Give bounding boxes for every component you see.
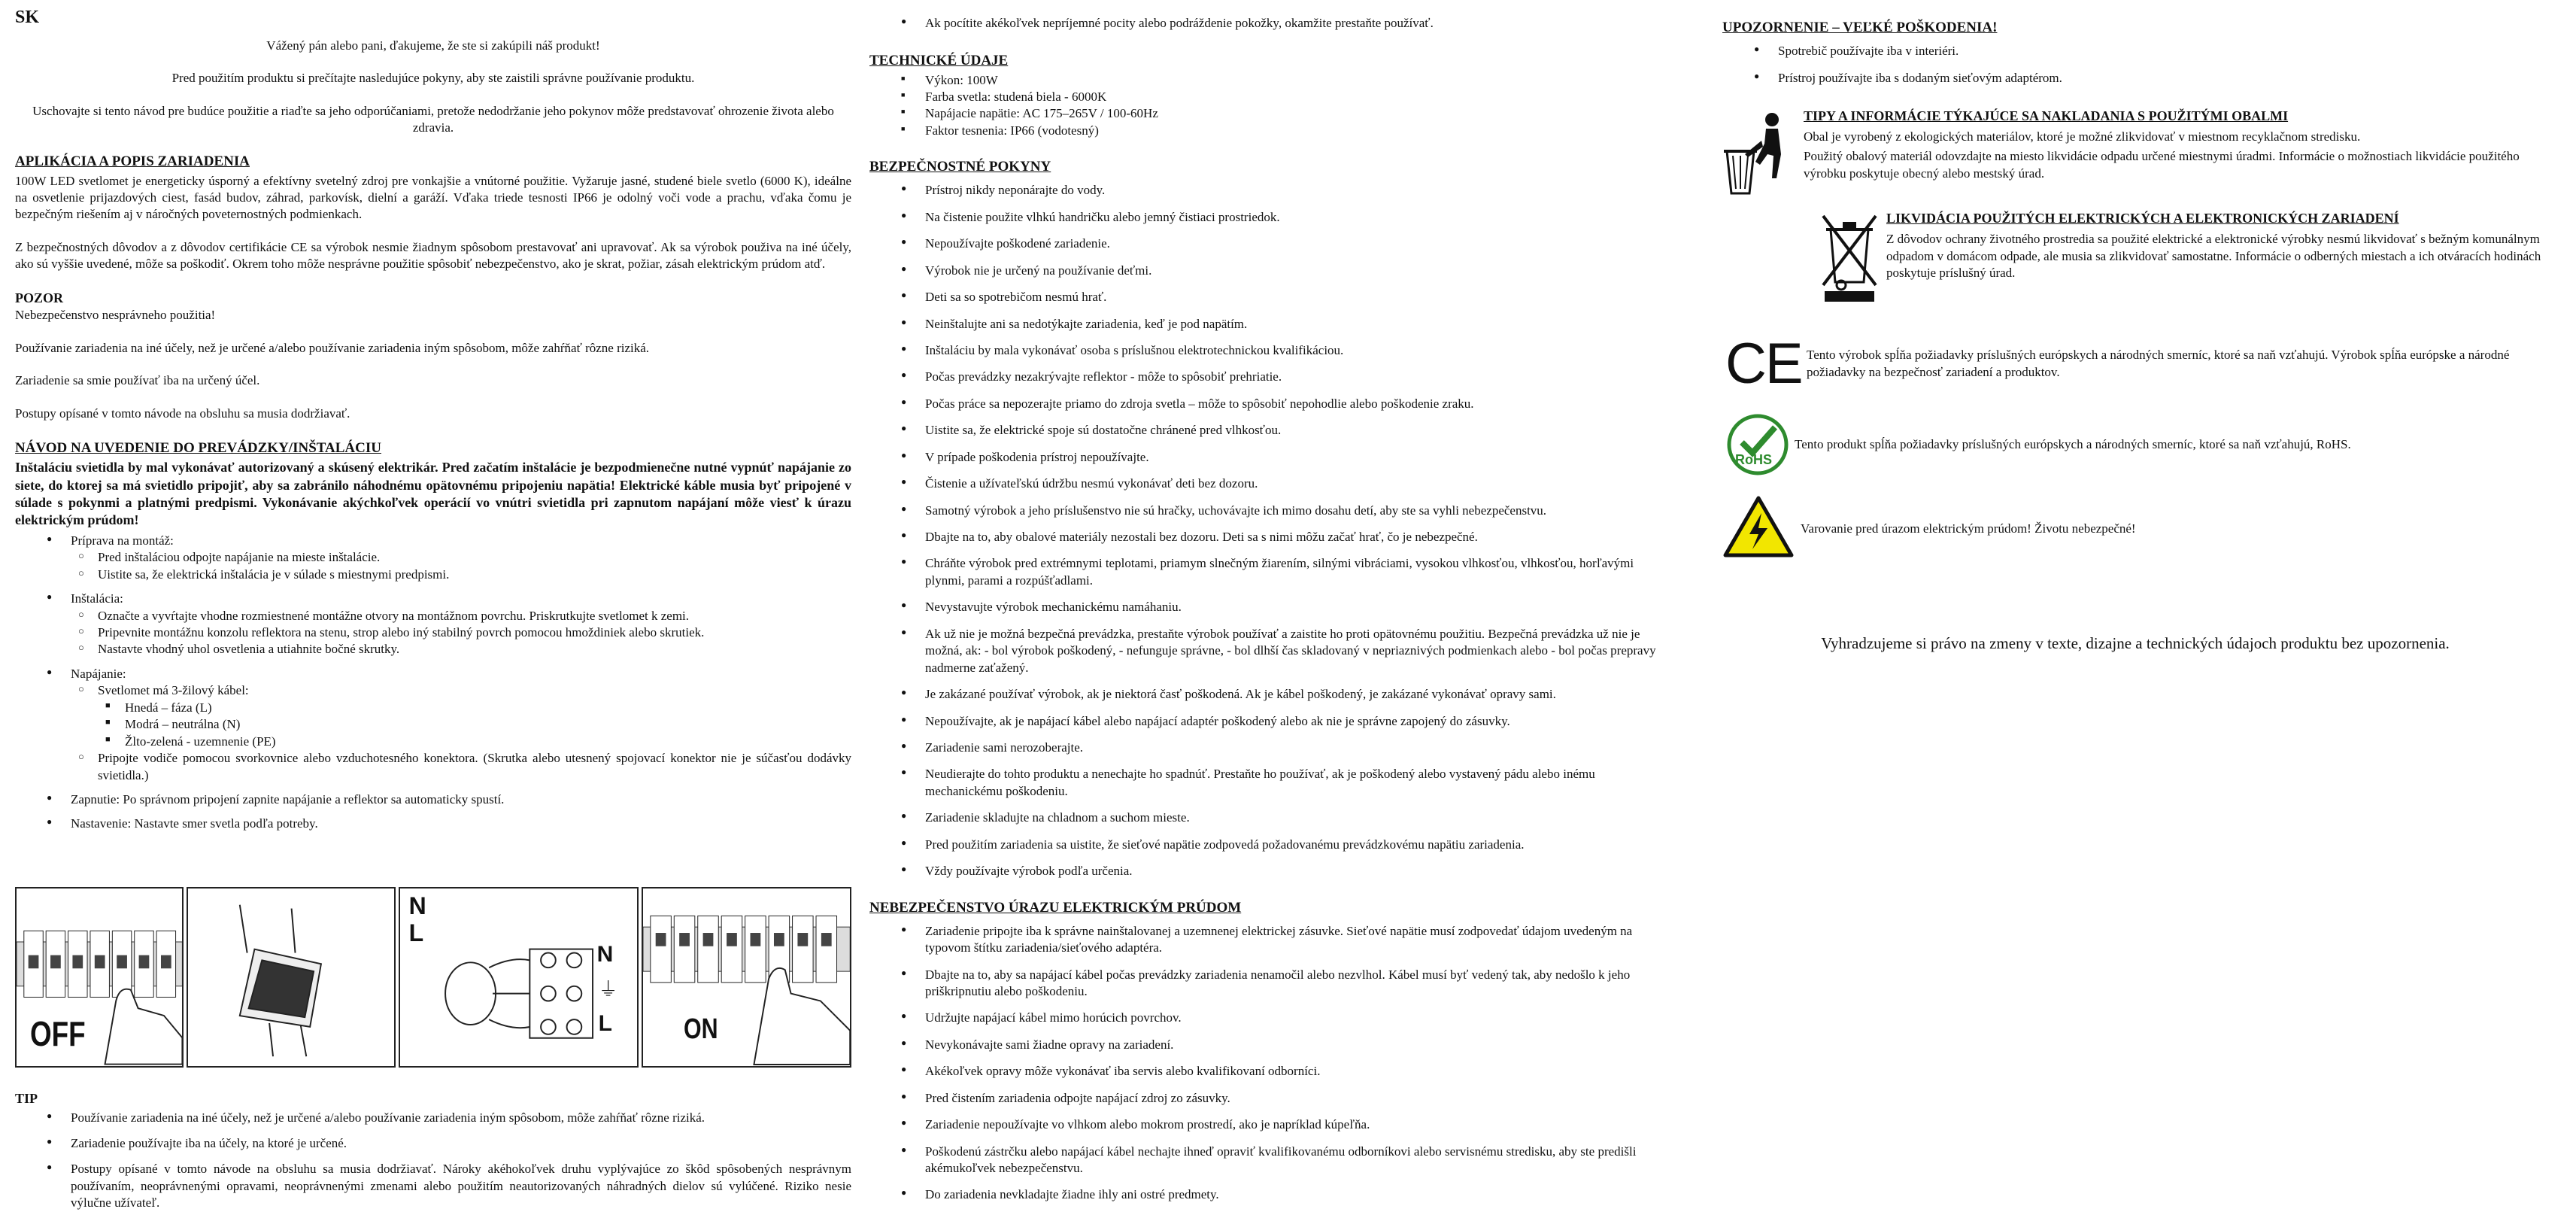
electric-shock-list <box>869 923 1661 1204</box>
list-item: ○ Pripevnite montážnu konzolu reflektora na stenu, strop alebo iný stabilný povrch pomocou hmoždiniek alebo skrutiek. <box>71 624 851 641</box>
list-item: ● Zariadenie používajte iba na účely, na ktoré je určené. <box>15 1135 851 1152</box>
list-item: ● Na čistenie použite vlhkú handričku alebo jemný čistiaci prostriedok. <box>869 209 1661 226</box>
list-item: ● Nevykonávajte sami žiadne opravy na zariadení. <box>869 1037 1661 1053</box>
column-right <box>1722 18 2563 655</box>
step-label-install: Inštalácia: <box>71 591 123 606</box>
weee-section <box>1819 210 2563 308</box>
section-title-technical-data: TECHNICKÉ ÚDAJE <box>869 53 1009 69</box>
intro-keep-manual: Uschovajte si tento návod pre budúce použitie a riaďte sa jeho odporúčaniami, pretože nedodržanie jeho pokynov môže predstavovať ohrozenie života alebo zdravia. <box>32 103 834 135</box>
safety-list <box>869 182 1661 879</box>
list-item: ● Ak pocítite akékoľvek nepríjemné pocity alebo podráždenie pokožky, okamžite prestaňte používať. <box>869 15 1661 32</box>
list-item: ○ Pred inštaláciou odpojte napájanie na mieste inštalácie. <box>71 549 851 566</box>
section-title-pozor: POZOR <box>15 290 64 305</box>
list-item: ● Uistite sa, že elektrické spoje sú dostatočne chránené pred vlhkosťou. <box>869 422 1661 439</box>
figure-wiring <box>399 887 639 1068</box>
list-item: ● Udržujte napájací kábel mimo horúcich povrchov. <box>869 1010 1661 1026</box>
electric-warning-section <box>1722 495 2563 563</box>
list-item: ● Zariadenie nepoužívajte vo vlhkom alebo mokrom prostredí, ako je napríklad kúpeľňa. <box>869 1116 1661 1133</box>
figure-label-on: ON <box>683 1013 718 1045</box>
cable-description: Svetlomet má 3-žilový kábel: <box>98 683 249 698</box>
list-item: ● Zariadenie skladujte na chladnom a suchom mieste. <box>869 810 1661 826</box>
list-item: ● Nevystavujte výrobok mechanickému namáhaniu. <box>869 599 1661 615</box>
rohs-icon <box>1722 412 1795 477</box>
wire-item: ■ Modrá – neutrálna (N) <box>98 716 851 733</box>
wire-item: ■ Žlto-zelená - uzemnenie (PE) <box>98 734 851 750</box>
list-item: ● Poškodenú zástrčku alebo napájací kábel nechajte ihneď opraviť kvalifikovanému odborníkovi alebo servisnému stredisku, aby ste predišli akémukoľvek nebezpečenstvu. <box>869 1144 1661 1177</box>
list-item: ● Nastavenie: Nastavte smer svetla podľa potreby. <box>15 816 851 832</box>
spec-item: ■ Napájacie napätie: AC 175–265V / 100-60Hz <box>869 105 1661 122</box>
list-item: ● Neudierajte do tohto produktu a nenechajte ho spadnúť. Prestaňte ho používať, ak je poškodený alebo vystavený pádu alebo inému mechanickému poškodeniu. <box>869 766 1661 800</box>
rohs-statement: Tento produkt spĺňa požiadavky príslušných európskych a národných smerníc, ktoré sa naň vzťahujú, RoHS. <box>1795 436 2351 451</box>
list-item: ● Vždy používajte výrobok podľa určenia. <box>869 863 1661 879</box>
list-item: ● Akékoľvek opravy môže vykonávať iba servis alebo kvalifikovaní odborníci. <box>869 1063 1661 1080</box>
ce-mark-text: CE <box>1725 331 1802 396</box>
list-item: ○ Uistite sa, že elektrická inštalácia je v súlade s miestnymi predpismi. <box>71 567 851 583</box>
spec-item: ■ Faktor tesnenia: IP66 (vodotesný) <box>869 123 1661 139</box>
section-title-safety: BEZPEČNOSTNÉ POKYNY <box>869 159 1051 175</box>
step-label-power: Napájanie: <box>71 666 126 681</box>
packaging-paragraph: Obal je vyrobený z ekologických materiálov, ktoré je možné zlikvidovať v miestnom recyklačnom stredisku. <box>1804 129 2361 144</box>
list-item: ● Deti sa so spotrebičom nesmú hrať. <box>869 289 1661 305</box>
list-item: ● Neinštalujte ani sa nedotýkajte zariadenia, keď je pod napätím. <box>869 316 1661 333</box>
skin-irritation-list <box>869 15 1661 32</box>
litter-bin-icon <box>1722 108 1804 201</box>
packaging-paragraph: Použitý obalový materiál odovzdajte na miesto likvidácie odpadu určené miestnymi úradmi. Informácie o možnostiach likvidácie použitého výrobku poskytuje obecný alebo mestský úrad. <box>1804 149 2520 181</box>
terminal-label-l: L <box>598 1010 612 1036</box>
list-item: ● Inštaláciu by mala vykonávať osoba s príslušnou elektrotechnickou kvalifikáciou. <box>869 342 1661 359</box>
application-paragraph: 100W LED svetlomet je energeticky úsporný a efektívny svetelný zdroj pre vonkajšie a vnútorné použitie. Vyžaruje jasné, studené biele svetlo (6000 K), ideálne na osvetlenie prijazdových ciest, fasád budov, záhrad, parkovísk, dielní a garáží. Vďaka triede tesnosti IP66 je odolný voči vode a prachu, vďaka čomu je bezpečným riešením aj v náročných poveternostných podmienkach. <box>15 173 851 222</box>
packaging-section <box>1722 108 2563 201</box>
section-title-tip: TIP <box>15 1090 38 1106</box>
list-item: ● Pred použitím zariadenia sa uistite, že sieťové napätie zodpovedá požadovanému prevádzkovému napätiu zariadenia. <box>869 837 1661 853</box>
language-heading: SK <box>15 8 40 27</box>
section-title-weee: LIKVIDÁCIA POUŽITÝCH ELEKTRICKÝCH A ELEKTRONICKÝCH ZARIADENÍ <box>1886 211 2399 226</box>
list-item: ○ Nastavte vhodný uhol osvetlenia a utiahnite bočné skrutky. <box>71 641 851 658</box>
list-item: ● Nepoužívajte, ak je napájací kábel alebo napájací adaptér poškodený alebo ak nie je správne zapojený do zásuvky. <box>869 713 1661 730</box>
warning-list <box>1722 43 2563 87</box>
installation-steps <box>15 533 851 833</box>
technical-data-list <box>869 72 1661 140</box>
list-item: ● Pred čistením zariadenia odpojte napájací zdroj zo zásuvky. <box>869 1090 1661 1107</box>
list-item: ● Zapnutie: Po správnom pripojení zapnite napájanie a reflektor sa automaticky spustí. <box>15 791 851 808</box>
section-title-electric-shock: NEBEZPEČENSTVO ÚRAZU ELEKTRICKÝM PRÚDOM <box>869 899 1242 916</box>
rohs-section <box>1722 412 2563 477</box>
list-item: ● Dbajte na to, aby sa napájací kábel počas prevádzky zariadenia nenamočil alebo nezvlhol. Kábel musí byť vedený tak, aby nedošlo k jeho priškripnutiu alebo poškodeniu. <box>869 967 1661 1001</box>
list-item: ● Prístroj používajte iba s dodaným sieťovým adaptérom. <box>1722 70 2563 87</box>
ce-section <box>1722 331 2563 396</box>
crossed-bin-icon <box>1819 210 1886 308</box>
electric-warning-statement: Varovanie pred úrazom elektrickým prúdom! Životu nebezpečné! <box>1801 521 2136 536</box>
list-item: ● Nepoužívajte poškodené zariadenie. <box>869 235 1661 252</box>
ce-statement: Tento výrobok spĺňa požiadavky príslušných európskych a národných smerníc, ktoré sa naň vzťahujú. Výrobok spĺňa európske a národné požiadavky na bezpečnosť zariadení a produktov. <box>1807 348 2510 379</box>
list-item <box>15 533 851 583</box>
breaker-on-illustration <box>643 888 850 1066</box>
list-item: ● Zariadenie pripojte iba k správne nainštalovanej a uzemnenej elektrickej zásuvke. Sieťové napätie musí zodpovedať údajom uvedeným na typovom štítku zariadenia/sieťového adaptéra. <box>869 923 1661 957</box>
list-item <box>15 591 851 658</box>
figure-breaker-on <box>642 887 851 1068</box>
list-item: ○ Označte a vyvŕtajte vhodne rozmiestnené montážne otvory na montážnom povrchu. Priskrutkujte svetlomet k zemi. <box>71 608 851 624</box>
installation-figures <box>15 887 851 1068</box>
list-item: ● Čistenie a užívateľskú údržbu nesmú vykonávať deti bez dozoru. <box>869 475 1661 492</box>
packaging-text-block <box>1804 108 2563 182</box>
list-item: ● Zariadenie sami nerozoberajte. <box>869 740 1661 756</box>
figure-label-n: N <box>408 892 426 919</box>
section-title-packaging: TIPY A INFORMÁCIE TÝKAJÚCE SA NAKLADANIA S POUŽITÝMI OBALMI <box>1804 108 2289 123</box>
mounting-illustration <box>188 888 393 1066</box>
pozor-text: Zariadenie sa smie používať iba na určený účel. <box>15 373 260 388</box>
earth-symbol-icon: ⏚ <box>598 978 618 1001</box>
list-item: ● V prípade poškodenia prístroj nepoužívajte. <box>869 449 1661 466</box>
tip-list <box>15 1110 851 1212</box>
step-label-prep: Príprava na montáž: <box>71 533 174 548</box>
rohs-label: RoHS <box>1735 451 1772 467</box>
list-item: ● Výrobok nie je určený na používanie deťmi. <box>869 263 1661 279</box>
list-item: ● Dbajte na to, aby obalové materiály nezostali bez dozoru. Deti sa s nimi môžu začať hrať, čo je nebezpečné. <box>869 529 1661 545</box>
figure-breaker-off <box>15 887 184 1068</box>
spec-item: ■ Výkon: 100W <box>869 72 1661 89</box>
ce-mark-icon <box>1722 331 1807 396</box>
list-item: ● Počas prevádzky nezakrývajte reflektor - môže to spôsobiť prehriatie. <box>869 369 1661 385</box>
list-item: ● Samotný výrobok a jeho príslušenstvo nie sú hračky, uchovávajte ich mimo dosahu detí, aby ste sa vyhli nebezpečenstvu. <box>869 503 1661 519</box>
spec-item: ■ Farba svetla: studená biela - 6000K <box>869 89 1661 105</box>
pozor-text: Nebezpečenstvo nesprávneho použitia! <box>15 308 216 323</box>
application-certification-paragraph: Z bezpečnostných dôvodov a z dôvodov certifikácie CE sa výrobok nesmie žiadnym spôsobom prestavovať ani upravovať. Ak sa výrobok použiva na iné účely, ako sú vyššie uvedené, môže sa poškodiť. Okrem toho môže nesprávne použitie spôsobiť nebezpečenstvo, ako je skrat, požiar, zásah elektrickým prúdom atď. <box>15 239 851 272</box>
list-item: ● Spotrebič používajte iba v interiéri. <box>1722 43 2563 59</box>
intro-greeting: Vážený pán alebo pani, ďakujeme, že ste si zakúpili náš produkt! <box>266 38 600 53</box>
figure-mounting <box>187 887 395 1068</box>
list-item: ● Počas práce sa nepozerajte priamo do zdroja svetla – môže to spôsobiť nepohodlie alebo poškodenie zraku. <box>869 396 1661 412</box>
list-item: ● Postupy opísané v tomto návode na obsluhu sa musia dodržiavať. Nároky akéhokoľvek druhu vyplývajúce zo škôd spôsobených nesprávnym používaním, neoprávnenými opravami, neoprávnenými zmenami alebo použitím neautorizovaných náhradných dielov sú vylúčené. Riziko nesie výlučne užívateľ. <box>15 1161 851 1211</box>
list-item <box>15 666 851 784</box>
installation-warning: Inštaláciu svietidla by mal vykonávať autorizovaný a skúsený elektrikár. Pred začatím inštalácie je bezpodmienečne nutné vypnúť napájanie zo siete, do ktorej sa má svietidlo pripojiť, aby sa zabránilo náhodnému opätovnému pripojeniu napätia! Elektrické káble musia byť pripojené v súlade s pokynmi a platnými predpismi. Vykonávanie akýchkoľvek operácií vo vnútri svietidla pri zapnutom napájaní môže viesť k úrazu elektrickým prúdom! <box>15 460 851 528</box>
list-item: ● Prístroj nikdy neponárajte do vody. <box>869 182 1661 199</box>
list-item: ● Ak už nie je možná bezpečná prevádzka, prestaňte výrobok používať a zaistite ho proti opätovnému použitiu. Bezpečná prevádzka už nie je možná, ak: - bol výrobok poškodený, - nefunguje správne, - bol dlhší čas skladovaný v nepriaznivých podmienkach alebo - bol počas prepravy nadmerne zaťažený. <box>869 626 1661 676</box>
wire-item: ■ Hnedá – fáza (L) <box>98 700 851 716</box>
list-item: ● Používanie zariadenia na iné účely, než je určené a/alebo používanie zariadenia iným spôsobom, môže zahŕňať rôzne riziká. <box>15 1110 851 1126</box>
list-item: ● Je zakázané používať výrobok, ak je niektorá časť poškodená. Ak je kábel poškodený, je zakázané vykonávať opravy sami. <box>869 686 1661 703</box>
list-item <box>71 682 851 750</box>
high-voltage-icon <box>1722 495 1801 563</box>
pozor-text: Používanie zariadenia na iné účely, než je určené a/alebo používanie zariadenia iným spôsobom, môže zahŕňať rôzne riziká. <box>15 340 650 355</box>
terminal-label-n: N <box>596 941 614 967</box>
changes-reserved-notice: Vyhradzujeme si právo na zmeny v texte, dizajne a technických údajoch produktu bez upozornenia. <box>1821 634 2450 653</box>
intro-read-instructions: Pred použitím produktu si prečítajte nasledujúce pokyny, aby ste zaistili správne používanie produktu. <box>171 71 695 86</box>
figure-label-l: L <box>408 919 424 946</box>
list-item: ○ Pripojte vodiče pomocou svorkovnice alebo vzduchotesného konektora. (Skrutka alebo utesnený spojovací konektor nie je súčasťou dodávky svietidla.) <box>71 750 851 784</box>
weee-paragraph: Z dôvodov ochrany životného prostredia sa použité elektrické a elektronické výrobky nesmú likvidovať s bežným komunálnym odpadom v domácom odpade, ale musia sa zlikvidovať samostatne. Informácie o odberných miestach a ich otváracích hodinách poskytuje príslušný úrad. <box>1886 232 2541 281</box>
column-middle <box>869 15 1661 1204</box>
column-left <box>15 0 851 1212</box>
section-title-application: APLIKÁCIA A POPIS ZARIADENIA <box>15 153 250 170</box>
list-item: ● Do zariadenia nevkladajte žiadne ihly ani ostré predmety. <box>869 1186 1661 1203</box>
section-title-warning: UPOZORNENIE – VEĽKÉ POŠKODENIA! <box>1722 20 1998 35</box>
list-item: ● Chráňte výrobok pred extrémnymi teplotami, priamym slnečným žiarením, silnými vibráciami, vysokou vlhkosťou, vlhkosťou, horľavými plynmi, parami a rozpúšťadlami. <box>869 555 1661 589</box>
figure-label-off: OFF <box>30 1014 86 1054</box>
pozor-text: Postupy opísané v tomto návode na obsluhu sa musia dodržiavať. <box>15 406 350 421</box>
weee-text-block <box>1886 210 2563 281</box>
section-title-installation: NÁVOD NA UVEDENIE DO PREVÁDZKY/INŠTALÁCIU <box>15 440 381 457</box>
